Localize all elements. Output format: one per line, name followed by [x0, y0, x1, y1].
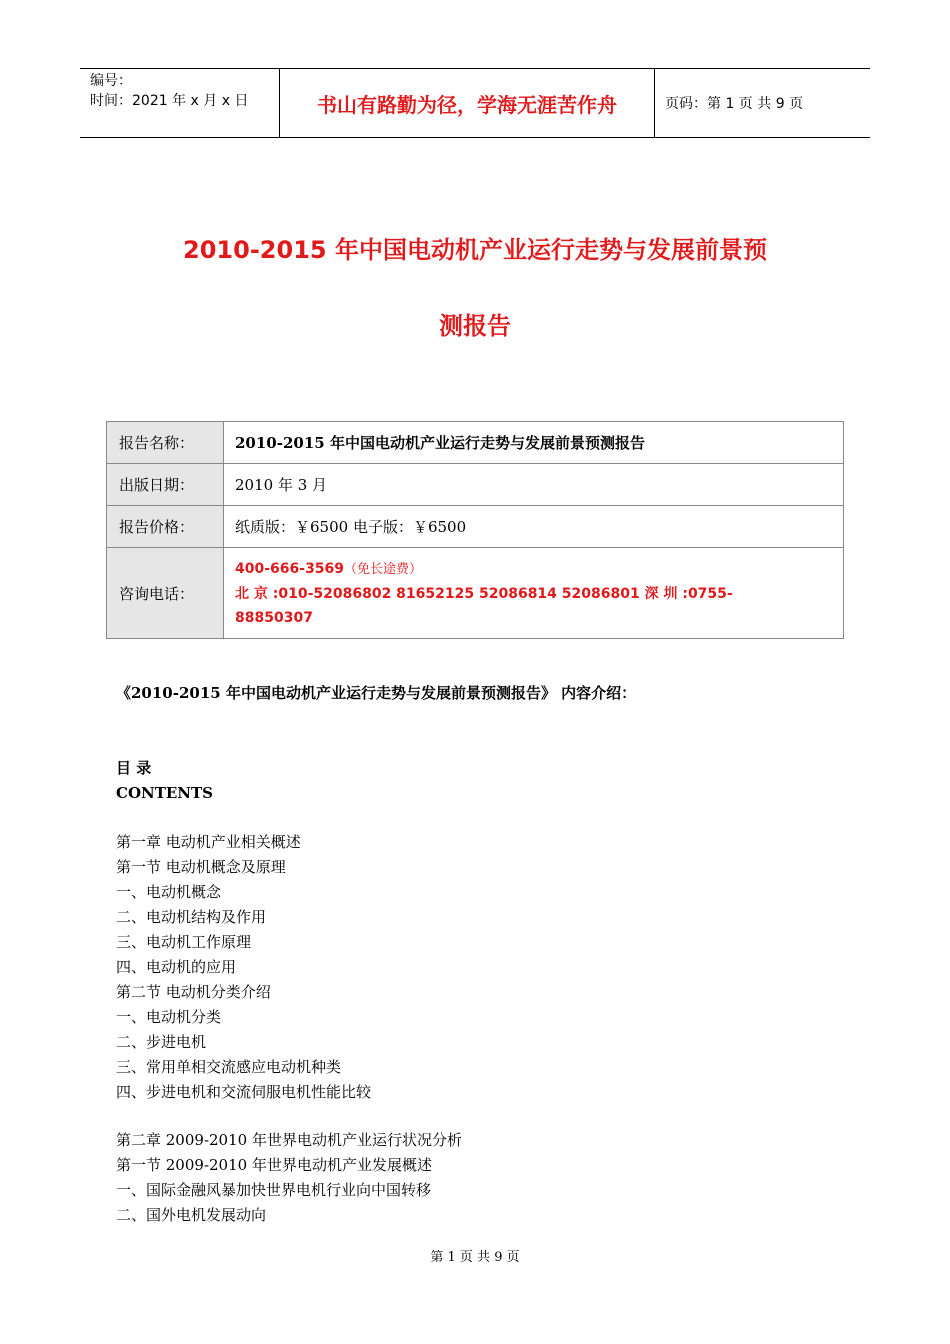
publish-date-value: 2010 年 3 月 [224, 464, 844, 506]
phone-line2: 北 京 :010-52086802 81652125 52086814 52086801 深 圳 :0755- [235, 586, 733, 602]
table-row [107, 548, 844, 639]
list-item: 二、电动机结构及作用 [116, 908, 267, 926]
table-row [107, 422, 844, 464]
report-name-label: 报告名称： [107, 422, 224, 464]
table-row [107, 506, 844, 548]
phone-value [224, 548, 844, 639]
list-item: 第二章 2009-2010 年世界电动机产业运行状况分析 [116, 1131, 462, 1149]
price-label: 报告价格： [107, 506, 224, 548]
report-name-value: 2010-2015 年中国电动机产业运行走势与发展前景预测报告 [224, 422, 844, 464]
document-title-line2: 测报告 [439, 312, 511, 340]
time-label: 时间：2021 年 x 月 x 日 [90, 93, 249, 109]
list-item: 二、步进电机 [116, 1033, 207, 1051]
phone-main: 400-666-3569 [235, 561, 345, 577]
header-page-info: 页码：第 1 页 共 9 页 [665, 96, 804, 112]
number-label: 编号： [90, 73, 132, 89]
phone-label: 咨询电话： [107, 548, 224, 639]
price-value: 纸质版：￥6500 电子版：￥6500 [224, 506, 844, 548]
header-motto: 书山有路勤为径，学海无涯苦作舟 [280, 69, 655, 137]
phone-line3: 88850307 [235, 610, 313, 626]
toc-title-en: CONTENTS [116, 784, 214, 802]
list-item: 一、电动机分类 [116, 1008, 222, 1026]
list-item: 第一节 2009-2010 年世界电动机产业发展概述 [116, 1156, 432, 1174]
document-title-line1: 2010-2015 年中国电动机产业运行走势与发展前景预 [183, 236, 767, 264]
publish-date-label: 出版日期： [107, 464, 224, 506]
header-meta [80, 69, 280, 137]
list-item: 四、步进电机和交流伺服电机性能比较 [116, 1083, 372, 1101]
list-item: 三、电动机工作原理 [116, 933, 252, 951]
toc-chapter1 [116, 830, 371, 1105]
toc-heading [116, 756, 213, 806]
list-item: 第一节 电动机概念及原理 [116, 858, 286, 876]
list-item: 第二节 电动机分类介绍 [116, 983, 271, 1001]
list-item: 一、国际金融风暴加快世界电机行业向中国转移 [116, 1181, 432, 1199]
toc-title: 目 录 [116, 759, 152, 777]
list-item: 第一章 电动机产业相关概述 [116, 833, 301, 851]
list-item: 一、电动机概念 [116, 883, 222, 901]
list-item: 三、常用单相交流感应电动机种类 [116, 1058, 342, 1076]
list-item: 二、国外电机发展动向 [116, 1206, 267, 1224]
list-item: 四、电动机的应用 [116, 958, 237, 976]
toc-chapter2 [116, 1128, 462, 1228]
page-header [80, 68, 870, 138]
table-row [107, 464, 844, 506]
report-info-table [106, 421, 844, 639]
content-intro: 《2010-2015 年中国电动机产业运行走势与发展前景预测报告》 内容介绍： [116, 684, 637, 702]
phone-note: （免长途费） [344, 562, 423, 577]
page-footer: 第 1 页 共 9 页 [430, 1250, 520, 1265]
